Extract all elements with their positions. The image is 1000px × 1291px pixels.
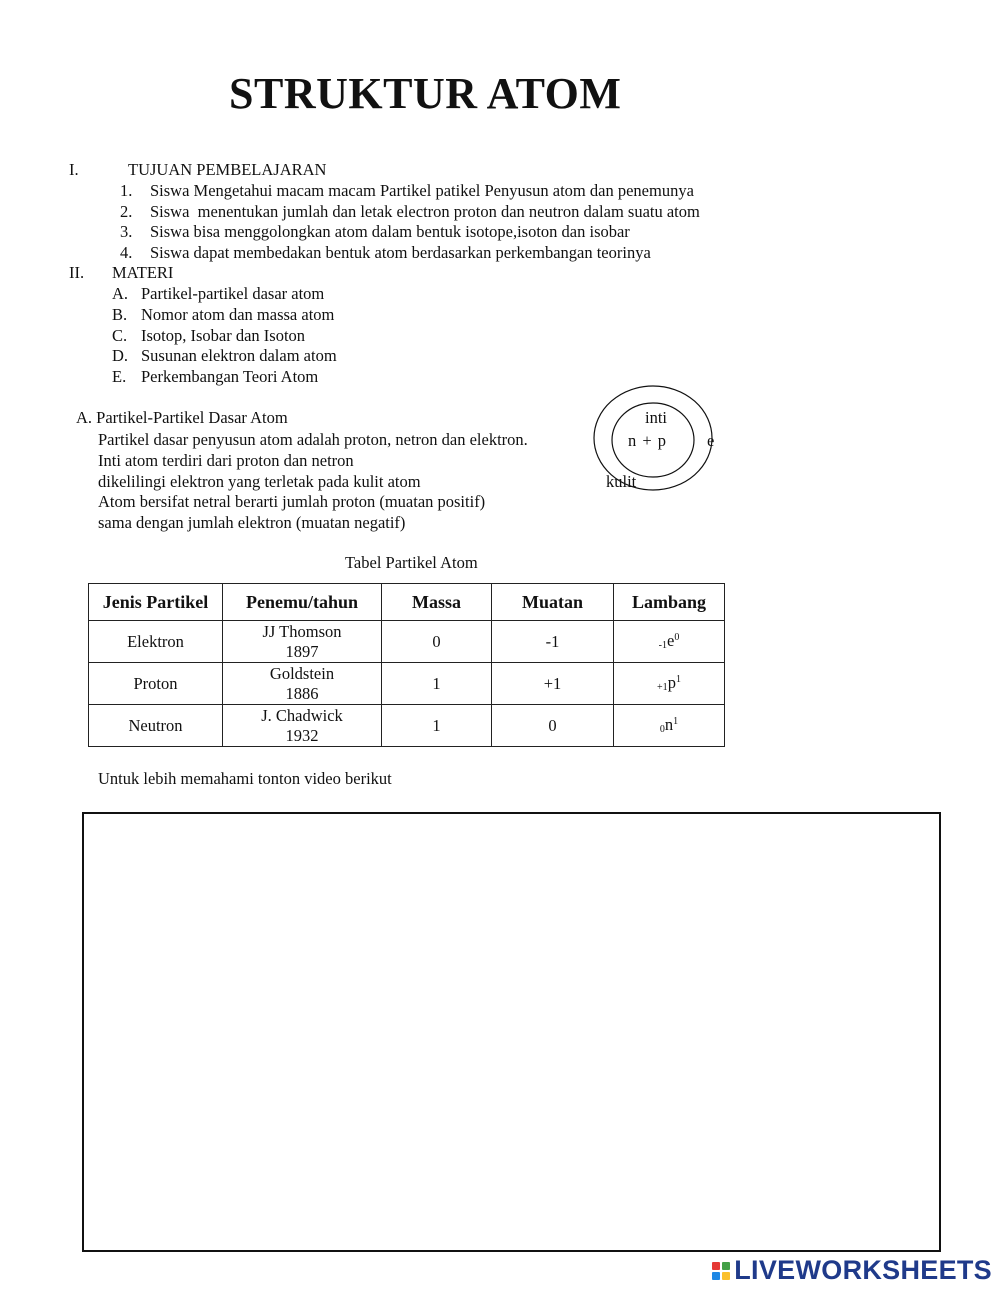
discoverer-name: JJ Thomson [262,621,342,641]
objective-number: 4. [120,243,133,262]
symbol-charge: 0 [659,723,665,735]
material-letter: B. [112,305,128,324]
cell-muatan: -1 [492,621,614,663]
table-row [89,705,725,747]
symbol-mass: 1 [673,715,679,727]
cell-massa: 1 [382,705,492,747]
cell-massa: 0 [382,621,492,663]
video-embed-box[interactable] [82,812,941,1252]
material-text: Susunan elektron dalam atom [141,346,337,365]
cell-jenis: Neutron [89,705,223,747]
part-a-line-4: Atom bersifat netral berarti jumlah proton (muatan positif) [98,492,486,511]
material-text: Partikel-partikel dasar atom [141,284,325,303]
cell-jenis: Elektron [89,621,223,663]
cell-lambang [614,705,725,747]
particle-table [88,583,725,747]
symbol-charge: -1 [658,639,667,651]
discovery-year: 1897 [285,641,319,661]
material-text: Perkembangan Teori Atom [141,367,319,386]
table-caption: Tabel Partikel Atom [345,553,478,572]
header-massa: Massa [382,584,492,621]
objective-text: Siswa Mengetahui macam macam Partikel patikel Penyusun atom dan penemunya [150,181,694,200]
cell-penemu [223,621,382,663]
section1-heading: TUJUAN PEMBELAJARAN [128,160,327,179]
cell-penemu [223,705,382,747]
header-muatan: Muatan [492,584,614,621]
part-a-heading: A. Partikel-Partikel Dasar Atom [76,408,288,427]
objective-number: 1. [120,181,133,200]
header-penemu: Penemu/tahun [223,584,382,621]
objective-text: Siswa bisa menggolongkan atom dalam bentuk isotope,isoton dan isobar [150,222,630,241]
symbol-charge: +1 [657,681,668,693]
discovery-year: 1886 [285,683,319,703]
table-row [89,663,725,705]
part-a-line-5: sama dengan jumlah elektron (muatan negatif) [98,513,406,532]
diagram-label-nucleus: n + p [628,431,667,450]
objective-number: 2. [120,202,133,221]
material-letter: A. [112,284,129,303]
header-lambang: Lambang [614,584,725,621]
cell-massa: 1 [382,663,492,705]
cell-jenis: Proton [89,663,223,705]
symbol-letter: p [667,672,676,692]
section2-heading: MATERI [112,263,174,282]
symbol-mass: 0 [674,631,680,643]
part-a-line-2: Inti atom terdiri dari proton dan netron [98,451,354,470]
discovery-year: 1932 [285,725,319,745]
logo-text: LIVEWORKSHEETS [734,1255,992,1285]
section2-numeral: II. [69,263,85,282]
cell-muatan: +1 [492,663,614,705]
objective-text: Siswa menentukan jumlah dan letak electron proton dan neutron dalam suatu atom [150,202,700,221]
page-title: STRUKTUR ATOM [229,69,622,118]
material-letter: E. [112,367,127,386]
table-row [89,621,725,663]
symbol-mass: 1 [675,673,681,685]
cell-penemu [223,663,382,705]
cell-lambang [614,663,725,705]
material-letter: C. [112,326,128,345]
liveworksheets-logo [712,1255,992,1286]
header-jenis: Jenis Partikel [89,584,223,621]
material-text: Isotop, Isobar dan Isoton [141,326,306,345]
diagram-label-electron: e [707,431,715,450]
discoverer-name: J. Chadwick [261,705,343,725]
section1-numeral: I. [69,160,79,179]
material-letter: D. [112,346,129,365]
symbol-letter: n [664,714,674,734]
diagram-label-kulit: kulit [606,472,637,491]
objective-number: 3. [120,222,133,241]
diagram-label-inti: inti [645,408,668,427]
video-prompt: Untuk lebih memahami tonton video berikut [98,769,392,788]
cell-lambang [614,621,725,663]
symbol-letter: e [667,630,675,650]
material-text: Nomor atom dan massa atom [141,305,335,324]
table-header-row [89,584,725,621]
cell-muatan: 0 [492,705,614,747]
part-a-line-1: Partikel dasar penyusun atom adalah proton, netron dan elektron. [98,430,528,449]
logo-icon [712,1262,730,1280]
objective-text: Siswa dapat membedakan bentuk atom berdasarkan perkembangan teorinya [150,243,651,262]
discoverer-name: Goldstein [269,663,335,683]
part-a-line-3: dikelilingi elektron yang terletak pada kulit atom [98,472,421,491]
